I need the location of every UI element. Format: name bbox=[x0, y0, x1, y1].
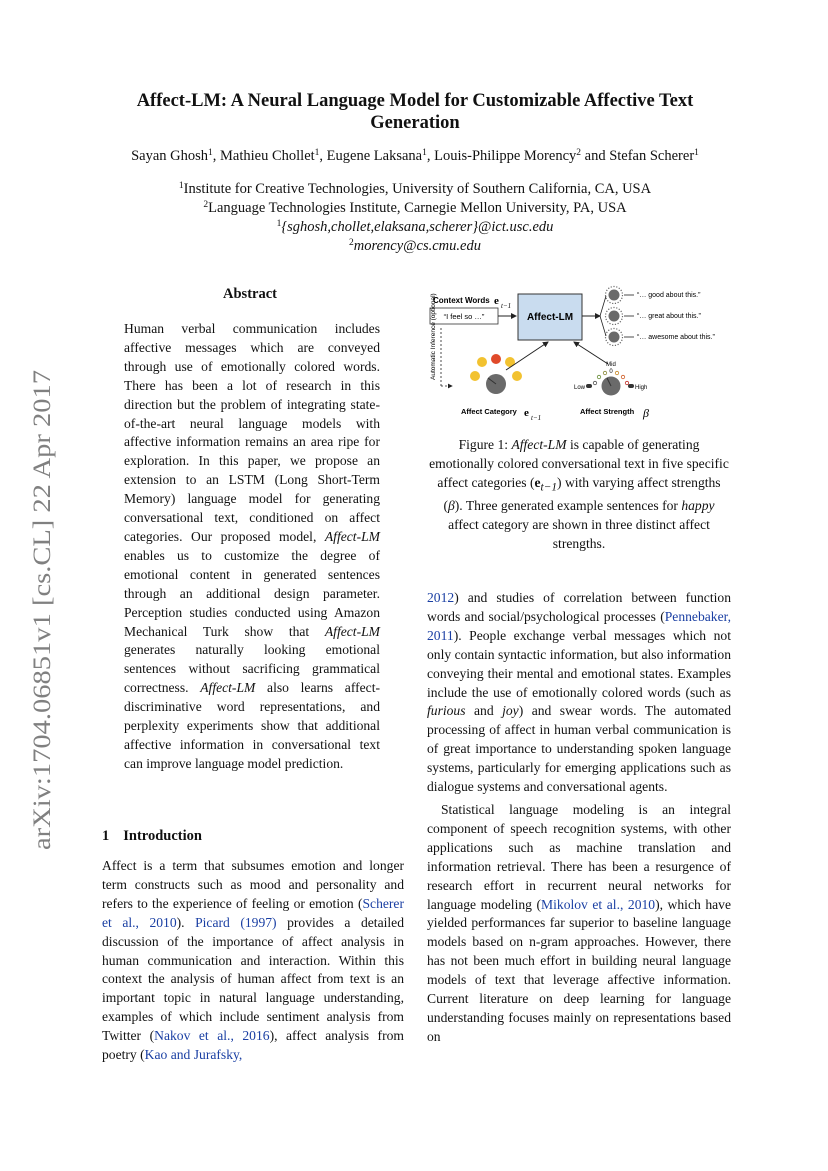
caption-text: ). Three generated example sentences for bbox=[454, 498, 682, 514]
caption-e-subscript: t−1 bbox=[540, 481, 558, 494]
affect-strength-label: Affect Strength bbox=[580, 407, 635, 416]
output-sentence-1: “… good about this.” bbox=[637, 292, 701, 299]
affect-lm-label: Affect-LM bbox=[526, 312, 574, 323]
category-e-symbol: e bbox=[524, 407, 529, 419]
abstract-model-name: Affect-LM bbox=[324, 528, 380, 544]
intro-text: ), affect analysis from poetry ( bbox=[102, 1028, 404, 1063]
emphasis-word: joy bbox=[502, 703, 519, 719]
caption-happy: happy bbox=[681, 498, 715, 514]
citation-link[interactable]: Kao and Jurafsky, bbox=[144, 1047, 243, 1063]
context-words-label: Context Words bbox=[433, 296, 490, 305]
affect-category-label: Affect Category bbox=[461, 407, 517, 416]
body-text: and bbox=[465, 703, 503, 719]
intro-text: Affect is a term that subsumes emotion and longer term constructs such as mood and personality and refers to the experience of feeling or emotion ( bbox=[102, 858, 404, 911]
arxiv-stamp bbox=[20, 360, 60, 860]
mid-label: Mid bbox=[606, 362, 616, 368]
output-link-3 bbox=[600, 316, 606, 336]
caption-text: ) with varying affect strengths ( bbox=[443, 474, 721, 514]
author-sup: 1 bbox=[422, 148, 427, 158]
smiley-icon bbox=[470, 371, 480, 381]
strength-dial-icon bbox=[602, 377, 621, 396]
abstract-model-name: Affect-LM bbox=[324, 623, 380, 639]
output-sentence-2: “… great about this.” bbox=[637, 313, 701, 320]
author-list: Sayan Ghosh$^1$, Mathieu Chollet$^1$, Eugene Laksana$^1$, Louis-Philippe Morency$^2$ and Stefan Scherer$^1$ bbox=[131, 148, 699, 164]
inference-label: Automatic Inference (optional) bbox=[430, 293, 437, 380]
body-text: ). People exchange verbal messages which not only contain syntactic information, but also information conveying their mental and emotional states. Examples include the use of emotionally colored words (such as bbox=[427, 627, 731, 700]
email-2 bbox=[100, 237, 730, 256]
section-heading-introduction bbox=[102, 828, 216, 845]
category-e-subscript: t−1 bbox=[531, 414, 542, 422]
low-marker bbox=[586, 384, 592, 388]
abstract-text: enables us to customize the degree of emotional content in generated sentences through an additional design parameter. Perception studies conducted using Amazon Mechanical Turk show that bbox=[124, 547, 380, 639]
right-paragraph-2 bbox=[427, 801, 731, 1047]
arxiv-stamp-svg bbox=[20, 360, 60, 860]
output-dial-1 bbox=[606, 287, 623, 304]
citation-link[interactable]: Mikolov et al., 2010 bbox=[541, 896, 656, 912]
citation-link[interactable]: Nakov et al., 2016 bbox=[154, 1028, 270, 1044]
abstract-text: Human verbal communication includes affective messages which are conveyed through use of emotionally colored words. There has been a lot of research in this direction but the problem of integrating state-of-the-art neural language models with affective information remains an area ripe for exploration. In this paper, we propose an extension to an LSTM (Long Short-Term Memory) language model for generating conversational text, conditioned on affect categories. Our proposed model, bbox=[124, 321, 380, 544]
abstract-heading: Abstract bbox=[223, 286, 277, 302]
email-text: morency@cs.cmu.edu bbox=[353, 238, 481, 254]
intro-text: provides a detailed discussion of the importance of affect analysis in human communication and interaction. Within this context the analysis of human affect from text is an important topic in natural language understanding, examples of which include sentiment analysis from Twitter ( bbox=[102, 914, 404, 1044]
affil-text: Institute for Creative Technologies, University of Southern California, CA, USA bbox=[183, 181, 652, 197]
author-name: Mathieu Chollet bbox=[220, 148, 315, 164]
output-link-1 bbox=[600, 296, 606, 316]
category-to-model-arrow bbox=[506, 342, 548, 370]
author-name: Stefan Scherer bbox=[609, 148, 695, 164]
output-sentence-3: “… awesome about this.” bbox=[637, 334, 715, 341]
email-1 bbox=[100, 218, 730, 237]
caption-beta: β bbox=[447, 498, 455, 514]
high-marker bbox=[628, 384, 634, 388]
author-name: Sayan Ghosh bbox=[131, 148, 209, 164]
context-e-symbol: e bbox=[494, 295, 499, 307]
caption-e-symbol: e bbox=[534, 474, 541, 490]
caption-model-name: Affect-LM bbox=[511, 437, 567, 452]
category-dial-icon bbox=[486, 374, 506, 394]
abstract-paragraph bbox=[124, 320, 380, 774]
emphasis-word: furious bbox=[427, 703, 466, 719]
high-label: High bbox=[635, 385, 648, 391]
citation-link[interactable]: Scherer et al., 2010 bbox=[102, 895, 404, 930]
right-column-body bbox=[427, 589, 731, 1047]
affil-text: Language Technologies Institute, Carnegie Mellon University, PA, USA bbox=[208, 200, 627, 216]
affiliations bbox=[100, 180, 730, 256]
body-text: Statistical language modeling is an integral component of speech recognition systems, with other applications such as machine translation and information retrieval. There has been a resurgence of research effort in recurrent neural networks for language modeling ( bbox=[427, 801, 731, 912]
author-sup: 1 bbox=[694, 148, 699, 158]
caption-label: Figure 1: bbox=[458, 437, 512, 452]
body-text: ), which have yielded performances far superior to baseline language models based on n-gram approaches. However, there has not been much effort in building neural language models of text that leverage affective information. Current literature on deep learning for language understanding focuses mainly on representations based on bbox=[427, 896, 731, 1044]
abstract-text: also learns affect-discriminative word representations, and perplexity experiments show that additional affective information in conversational text can improve language model prediction. bbox=[124, 680, 381, 771]
citation-link[interactable]: Picard (1997) bbox=[195, 914, 277, 930]
right-paragraph-1 bbox=[427, 589, 731, 797]
beta-symbol: β bbox=[643, 406, 649, 420]
author-sup: 1 bbox=[208, 148, 213, 158]
figure-1-caption bbox=[427, 436, 731, 554]
caption-text: affect category are shown in three distinct affect strengths. bbox=[448, 517, 710, 552]
affiliation-2 bbox=[100, 199, 730, 218]
intro-text: ). bbox=[176, 914, 196, 930]
mid-value: 0 bbox=[609, 369, 613, 375]
figure-1-diagram bbox=[424, 282, 734, 432]
abstract-body bbox=[124, 320, 380, 774]
author-name: Eugene Laksana bbox=[326, 148, 423, 164]
section-title: Introduction bbox=[123, 828, 202, 844]
author-name: Louis-Philippe Morency bbox=[434, 148, 577, 164]
abstract-text: generates naturally looking emotional sentences without sacrificing grammatical correctness. bbox=[124, 642, 380, 696]
smiley-icon bbox=[477, 357, 487, 367]
output-dial-3 bbox=[606, 329, 623, 346]
introduction-body bbox=[102, 857, 404, 1065]
body-text: ) and swear words. The automated processing of affect in human verbal communication is of great importance to understanding spoken language systems, particularly for emerging applications such as dialogue systems and conversational agents. bbox=[427, 703, 731, 795]
citation-link[interactable]: Pennebaker, 2011 bbox=[427, 608, 731, 643]
affect-lm-diagram bbox=[424, 282, 734, 432]
author-sup: 1 bbox=[314, 148, 320, 158]
arxiv-stamp-text: arXiv:1704.06851v1 [cs.CL] 22 Apr 2017 bbox=[29, 429, 56, 850]
affil-sup: 1 bbox=[178, 181, 184, 191]
citation-link[interactable]: 2012 bbox=[427, 590, 455, 605]
affil-sup: 1 bbox=[276, 219, 282, 229]
abstract-model-name: Affect-LM bbox=[200, 680, 256, 696]
email-text: {sghosh,chollet,elaksana,scherer}@ict.usc.edu bbox=[281, 219, 554, 235]
smiley-icon bbox=[512, 371, 522, 381]
author-sup: 2 bbox=[576, 148, 582, 158]
affil-sup: 2 bbox=[349, 238, 354, 248]
caption-text: is capable of generating emotionally colored conversational text in five specific affect categories ( bbox=[429, 437, 729, 490]
output-dial-2 bbox=[606, 308, 623, 325]
intro-paragraph bbox=[102, 857, 404, 1065]
input-text: “I feel so …” bbox=[443, 312, 485, 321]
context-e-subscript: t−1 bbox=[501, 302, 512, 310]
strength-to-model-arrow bbox=[574, 342, 608, 364]
section-number: 1 bbox=[102, 828, 110, 844]
angry-face-icon bbox=[491, 354, 501, 364]
body-text: ) and studies of correlation between function words and social/psychological processes ( bbox=[427, 590, 731, 624]
paper-title: Affect-LM: A Neural Language Model for Customizable Affective Text Generation bbox=[136, 91, 694, 133]
affiliation-1 bbox=[100, 180, 730, 199]
affil-sup: 2 bbox=[203, 200, 209, 210]
low-label: Low bbox=[574, 385, 586, 391]
